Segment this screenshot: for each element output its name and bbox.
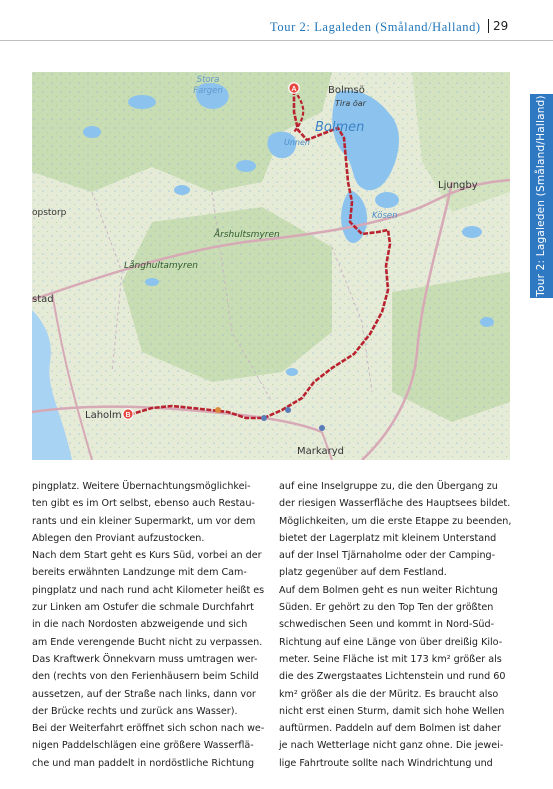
text-line: Bei der Weiterfahrt eröffnet sich schon nach we- xyxy=(32,723,265,735)
label-bolmso: Bolmsö xyxy=(328,85,365,96)
lake xyxy=(462,226,482,238)
start-marker-label: A xyxy=(291,86,297,93)
lake xyxy=(145,278,159,286)
route-map-graphic xyxy=(32,72,510,460)
text-line: che und man paddelt in nordöstliche Richtung xyxy=(32,757,255,769)
label-laholm: Laholm xyxy=(85,410,122,421)
text-line: meter. Seine Fläche ist mit 173 km² größer als xyxy=(279,653,502,665)
start-marker xyxy=(289,83,299,93)
label-tira-oar: Tira öar xyxy=(335,99,366,108)
end-marker-label: B xyxy=(125,412,131,419)
text-line: lige Fahrtroute sollte nach Windrichtung und xyxy=(279,757,493,769)
text-line: der Brücke rechts und zurück ans Wasser). xyxy=(32,705,238,717)
text-line: auf der Insel Tjärnaholme oder der Camping- xyxy=(279,550,496,562)
lake xyxy=(375,192,399,208)
label-bolmen: Bolmen xyxy=(315,120,365,135)
text-line: pingplatz. Weitere Übernachtungsmöglichkei- xyxy=(32,481,251,492)
label-arshultsmyren: Årshultsmyren xyxy=(214,230,280,240)
text-line: schwedischen Seen und kommt in Nord-Süd- xyxy=(279,619,495,631)
text-line: auftürmen. Paddeln auf dem Bolmen ist daher xyxy=(279,723,501,735)
text-line: Ablegen den Proviant aufzustocken. xyxy=(32,532,205,544)
text-line: am Ende verengende Bucht nicht zu verpassen. xyxy=(32,636,263,648)
text-line: aussetzen, auf der Straße nach links, dann vor xyxy=(32,688,256,700)
text-line: bietet der Lagerplatz mit kleinem Unterstand xyxy=(279,532,497,544)
label-markaryd: Markaryd xyxy=(297,446,344,457)
text-line: km² größer als die der Müritz. Es braucht also xyxy=(279,688,499,700)
lake xyxy=(128,95,156,109)
label-unnen: Unnen xyxy=(284,138,310,147)
label-opstorp: opstorp xyxy=(32,208,67,218)
lake xyxy=(83,126,101,138)
label-stora: Stora xyxy=(196,75,220,85)
running-header-title: Tour 2: Lagaleden (Småland/Halland) xyxy=(270,20,481,34)
chapter-thumb-tab xyxy=(530,94,553,298)
lake xyxy=(236,160,256,172)
text-line: rants und ein kleiner Supermarkt, um vor dem xyxy=(32,515,256,527)
text-line: nigen Paddelschlägen eine größere Wasserflä- xyxy=(32,740,254,752)
text-line: Das Kraftwerk Önnekvarn muss umtragen wer- xyxy=(32,653,258,665)
text-line: Auf dem Bolmen geht es nun weiter Richtung xyxy=(279,584,498,596)
text-column-right xyxy=(279,478,511,772)
text-line: nicht erst einen Sturm, damit sich hohe Wellen xyxy=(279,705,505,717)
text-line: der riesigen Wasserfläche des Hauptsees bildet. xyxy=(279,498,511,510)
header-separator xyxy=(488,19,489,33)
label-ljungby: Ljungby xyxy=(438,180,478,191)
text-line: Möglichkeiten, um die erste Etappe zu beenden, xyxy=(279,515,512,527)
text-line: platz gegenüber auf dem Festland. xyxy=(279,567,447,579)
text-line: ten gibt es im Ort selbst, ebenso auch Restau- xyxy=(32,498,255,510)
text-line: Süden. Er gehört zu den Top Ten der größten xyxy=(279,602,494,614)
header-rule xyxy=(0,40,553,41)
text-line: pingplatz und nach rund acht Kilometer heißt es xyxy=(32,584,265,596)
text-line: den (rechts von den Ferienhäusern beim Schild xyxy=(32,671,259,683)
label-langhultamyren: Långhultamyren xyxy=(124,261,198,271)
text-line: Richtung auf eine Länge von über dreißig Kilo- xyxy=(279,636,503,648)
lake xyxy=(480,317,494,327)
text-line: zur Linken am Ostufer die schmale Durchfahrt xyxy=(32,602,254,614)
text-line: Nach dem Start geht es Kurs Süd, vorbei an der xyxy=(32,550,262,562)
end-marker xyxy=(123,409,133,419)
route-map xyxy=(32,72,510,460)
label-fargen: Fargen xyxy=(193,86,223,96)
lake xyxy=(174,185,190,195)
wetland-texture xyxy=(32,72,510,460)
label-stad: stad xyxy=(32,294,54,305)
lake xyxy=(286,368,298,376)
text-line: bereits erwähnten Landzunge mit dem Cam- xyxy=(32,567,247,579)
text-line: die des Zwergstaates Lichtenstein und rund 60 xyxy=(279,671,506,683)
label-kosen: Kösen xyxy=(372,211,398,221)
text-line: auf eine Inselgruppe zu, die den Übergang zu xyxy=(279,481,498,492)
text-line: in die nach Nordosten abzweigende und sich xyxy=(32,619,248,631)
text-line: je nach Wetterlage nicht ganz ohne. Die jewei- xyxy=(279,740,504,752)
text-column-left xyxy=(32,478,264,772)
chapter-thumb-tab-label: Tour 2: Lagaleden (Småland/Halland) xyxy=(535,95,547,297)
page-number: 29 xyxy=(493,19,509,33)
